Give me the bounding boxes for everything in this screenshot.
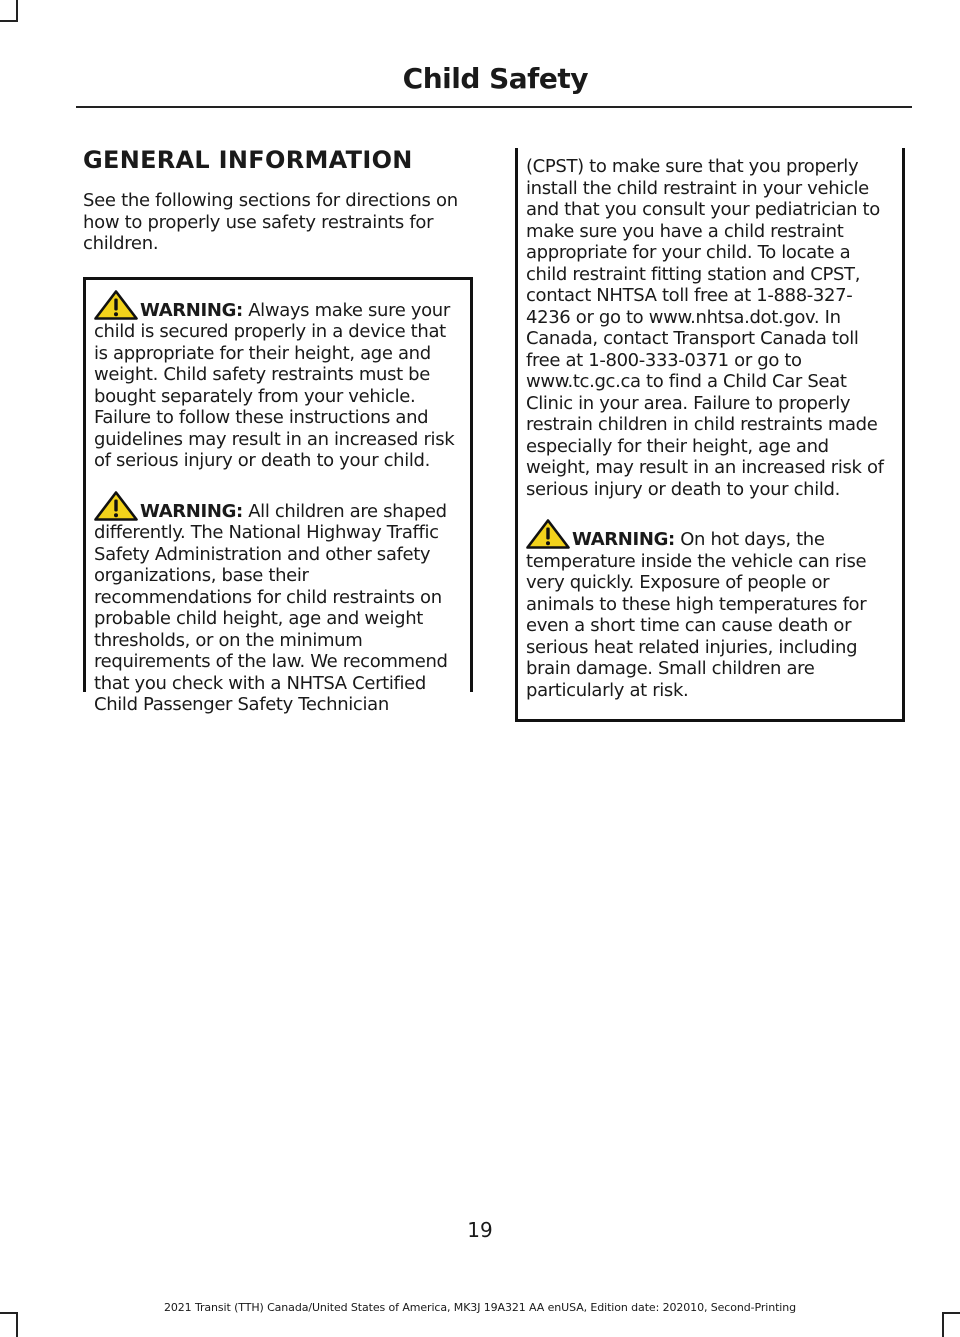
crop-mark xyxy=(16,1312,18,1337)
intro-paragraph: See the following sections for directions on how to properly use safety restraints for children. xyxy=(83,190,458,254)
right-column xyxy=(515,148,905,722)
header-divider xyxy=(76,106,912,108)
warning-text: On hot days, the temperature inside the vehicle can rise very quickly. Exposure of people or animals to these high temperatures for even a short time can cause death or serious heat related injuries, including brain damage. Small children are particularly at risk. xyxy=(526,529,867,701)
warning-1 xyxy=(94,290,462,472)
page-number: 19 xyxy=(467,1218,493,1242)
warning-2 xyxy=(94,491,462,716)
crop-mark xyxy=(942,1312,944,1337)
warning-2-continuation: (CPST) to make sure that you properly install the child restraint in your vehicle and that you consult your pediatrician to make sure you have a child restraint appropriate for your child. To locate a child restraint fitting station and CPST, contact NHTSA toll free at 1-888-327-4236 or go to www.nhtsa.dot.gov. In Canada, contact Transport Canada toll free at 1-800-333-0371 or go to www.tc.gc.ca to find a Child Car Seat Clinic in your area. Failure to properly restrain children in child restraints made especially for their height, age and weight, may result in an increased risk of serious injury or death to your child. xyxy=(526,156,884,500)
warning-triangle-icon xyxy=(526,519,570,549)
warning-text: All children are shaped differently. The National Highway Traffic Safety Administration and other safety organizations, base their recommendations for child restraints on probable child height, age and weight thresholds, or on the minimum requirements of the law. We recommend that you check with a NHTSA Certified Child Passenger Safety Technician xyxy=(94,500,448,715)
warning-label: WARNING: xyxy=(140,500,243,522)
warning-label: WARNING: xyxy=(572,529,675,550)
left-column xyxy=(83,146,473,715)
warning-box-continued xyxy=(515,148,905,722)
warning-triangle-icon xyxy=(94,290,138,320)
warning-label: WARNING: xyxy=(140,299,243,321)
page-title: Child Safety xyxy=(402,62,588,95)
footer-edition-info: 2021 Transit (TTH) Canada/United States of America, MK3J 19A321 AA enUSA, Edition date: 202010, Second-Printing xyxy=(163,1301,797,1314)
crop-mark xyxy=(16,0,18,22)
warning-text: Always make sure your child is secured properly in a device that is appropriate for their height, age and weight. Child safety restraints must be bought separately from your vehicle. Failure to follow these instructions and guidelines may result in an increased risk of serious injury or death to your child. xyxy=(94,299,455,471)
warning-box xyxy=(83,277,473,715)
warning-triangle-icon xyxy=(94,491,138,521)
warning-3 xyxy=(526,519,894,701)
section-heading: GENERAL INFORMATION xyxy=(83,146,413,174)
crop-mark xyxy=(0,20,18,22)
